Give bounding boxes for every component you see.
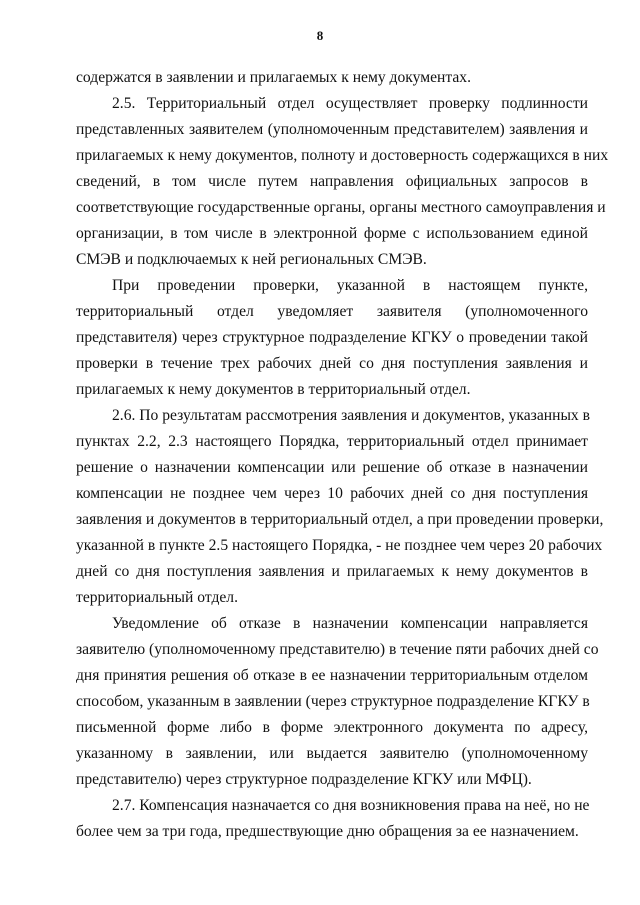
text-line: пунктах 2.2, 2.3 настоящего Порядка, территориальный отдел принимает	[76, 433, 588, 450]
text-line: способом, указанным в заявлении (через структурное подразделение КГКУ в	[76, 693, 590, 710]
text-line: представителя) через структурное подразделение КГКУ о проведении такой	[76, 329, 588, 346]
text-line: представленных заявителем (уполномоченным представителем) заявления и	[76, 121, 588, 138]
text-line: прилагаемых к нему документов, полноту и достоверность содержащихся в них	[76, 147, 609, 164]
text-line: более чем за три года, предшествующие дню обращения за ее назначением.	[76, 823, 579, 840]
text-line: территориальный отдел уведомляет заявителя (уполномоченного	[76, 303, 588, 320]
text-line: представителю) через структурное подразделение КГКУ или МФЦ).	[76, 771, 532, 788]
text-line: Уведомление об отказе в назначении компенсации направляется	[112, 615, 588, 632]
document-body	[76, 65, 609, 845]
text-line: 2.5. Территориальный отдел осуществляет проверку подлинности	[112, 95, 588, 112]
page-number: 8	[316, 28, 324, 43]
text-line: заявителю (уполномоченному представителю) в течение пяти рабочих дней со	[76, 641, 599, 658]
text-line: письменной форме либо в форме электронного документа по адресу,	[76, 719, 588, 736]
text-line: указанной в пункте 2.5 настоящего Порядка, - не позднее чем через 20 рабочих	[76, 537, 603, 554]
text-line: проверки в течение трех рабочих дней со дня поступления заявления и	[76, 355, 588, 372]
text-line: прилагаемых к нему документов в территориальный отдел.	[76, 381, 471, 398]
text-line: содержатся в заявлении и прилагаемых к нему документах.	[76, 69, 471, 86]
text-line: компенсации не позднее чем через 10 рабочих дней со дня поступления	[76, 485, 588, 502]
text-line: указанному в заявлении, или выдается заявителю (уполномоченному	[76, 745, 588, 762]
text-line: 2.7. Компенсация назначается со дня возникновения права на неё, но не	[112, 797, 590, 814]
text-line: территориальный отдел.	[76, 589, 238, 606]
text-line: дней со дня поступления заявления и прилагаемых к нему документов в	[76, 563, 588, 580]
text-line: заявления и документов в территориальный отдел, а при проведении проверки,	[76, 511, 604, 528]
text-line: При проведении проверки, указанной в настоящем пункте,	[112, 277, 588, 294]
text-line: решение о назначении компенсации или решение об отказе в назначении	[76, 459, 588, 476]
text-line: дня принятия решения об отказе в ее назначении территориальным отделом	[76, 667, 588, 684]
text-line: СМЭВ и подключаемых к ней региональных СМЭВ.	[76, 251, 427, 268]
text-line: сведений, в том числе путем направления официальных запросов в	[76, 173, 588, 190]
text-line: организации, в том числе в электронной форме с использованием единой	[76, 225, 588, 242]
text-line: 2.6. По результатам рассмотрения заявления и документов, указанных в	[112, 407, 590, 424]
text-line: соответствующие государственные органы, органы местного самоуправления и	[76, 199, 606, 216]
